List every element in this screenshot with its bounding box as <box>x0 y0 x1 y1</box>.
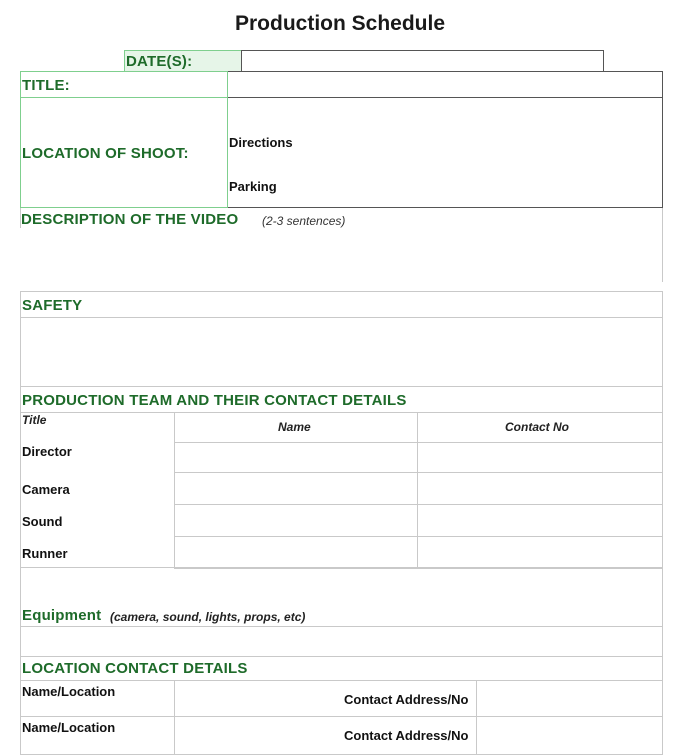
team-director-name-input[interactable] <box>176 443 416 471</box>
team-role-camera: Camera <box>22 482 70 497</box>
title-input[interactable] <box>228 71 663 98</box>
team-runner-name-input[interactable] <box>176 537 416 567</box>
team-col-title: Title <box>22 413 47 427</box>
divider <box>20 412 663 413</box>
team-director-contact-input[interactable] <box>419 443 661 471</box>
description-input[interactable] <box>21 232 661 282</box>
team-camera-contact-input[interactable] <box>419 473 661 503</box>
location-row-1-address-input[interactable] <box>478 681 661 715</box>
team-col-name: Name <box>278 420 311 434</box>
team-role-runner: Runner <box>22 546 68 561</box>
divider <box>662 208 663 282</box>
divider <box>174 680 175 755</box>
page-title: Production Schedule <box>234 12 446 35</box>
team-label: PRODUCTION TEAM AND THEIR CONTACT DETAILS <box>22 392 407 409</box>
safety-input[interactable] <box>21 318 661 386</box>
team-sound-contact-input[interactable] <box>419 505 661 535</box>
location-row-1-name-input[interactable] <box>176 681 336 715</box>
directions-label: Directions <box>229 135 293 150</box>
equipment-note: (camera, sound, lights, props, etc) <box>110 610 306 624</box>
location-row-2-name-label: Name/Location <box>22 720 116 735</box>
safety-label: SAFETY <box>22 297 83 314</box>
team-camera-name-input[interactable] <box>176 473 416 503</box>
location-input[interactable] <box>228 97 663 208</box>
team-runner-contact-input[interactable] <box>419 537 661 567</box>
divider <box>20 208 21 228</box>
description-label: DESCRIPTION OF THE VIDEO <box>21 211 239 228</box>
location-contact-label: LOCATION CONTACT DETAILS <box>22 660 248 677</box>
location-row-2-address-label: Contact Address/No <box>344 728 469 743</box>
team-sound-name-input[interactable] <box>176 505 416 535</box>
title-label-cell <box>20 71 228 98</box>
equipment-label: Equipment <box>22 607 102 624</box>
location-row-2-name-input[interactable] <box>176 717 336 753</box>
title-label: TITLE: <box>22 77 70 94</box>
divider <box>476 680 477 755</box>
date-input[interactable] <box>241 50 604 72</box>
location-row-1-address-label: Contact Address/No <box>344 692 469 707</box>
location-row-2-address-input[interactable] <box>478 717 661 753</box>
team-role-sound: Sound <box>22 514 63 529</box>
location-label-cell <box>20 97 228 208</box>
location-row-1-name-label: Name/Location <box>22 684 116 699</box>
equipment-input[interactable] <box>21 627 661 655</box>
location-label: LOCATION OF SHOOT: <box>22 145 189 162</box>
date-label: DATE(S): <box>126 53 193 70</box>
team-col-contact: Contact No <box>505 420 569 434</box>
parking-label: Parking <box>229 179 277 194</box>
description-note: (2-3 sentences) <box>262 214 346 228</box>
divider <box>174 412 175 568</box>
team-role-director: Director <box>22 444 72 459</box>
date-label-cell <box>124 50 242 72</box>
divider <box>417 412 418 568</box>
